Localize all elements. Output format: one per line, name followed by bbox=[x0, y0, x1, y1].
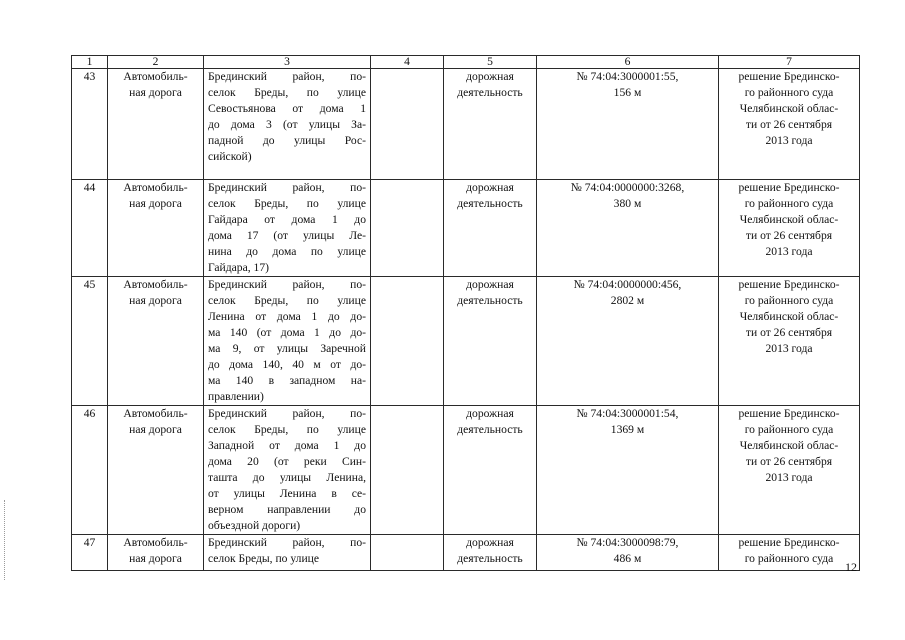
legal-basis-line: решение Брединско- bbox=[738, 70, 840, 83]
purpose-line: дорожная bbox=[466, 278, 514, 291]
object-address-line: объездной дороги) bbox=[208, 519, 301, 532]
object-address-line: ма 140 в западном на- bbox=[208, 374, 366, 387]
object-type bbox=[108, 180, 204, 277]
table-row bbox=[72, 277, 860, 406]
purpose bbox=[444, 406, 537, 535]
cadastral-number-line: 380 м bbox=[613, 197, 642, 210]
column-number-7: 7 bbox=[719, 56, 860, 69]
cadastral-number bbox=[537, 406, 719, 535]
cadastral-number-line: 156 м bbox=[613, 86, 642, 99]
column-number-5: 5 bbox=[444, 56, 537, 69]
object-address-line: Ленина от дома 1 до до- bbox=[208, 310, 366, 323]
legal-basis-line: 2013 года bbox=[765, 471, 813, 484]
legal-basis-line: Челябинской облас- bbox=[739, 310, 839, 323]
legal-basis bbox=[719, 180, 860, 277]
purpose bbox=[444, 277, 537, 406]
object-type bbox=[108, 69, 204, 180]
object-type-line: ная дорога bbox=[129, 552, 182, 565]
object-address-line: правлении) bbox=[208, 390, 264, 403]
purpose-line: дорожная bbox=[466, 407, 514, 420]
cadastral-number-line: 486 м bbox=[613, 552, 642, 565]
legal-basis-line: Челябинской облас- bbox=[739, 102, 839, 115]
object-address-line: ма 140 (от дома 1 до до- bbox=[208, 326, 366, 339]
column-number-3: 3 bbox=[204, 56, 371, 69]
legal-basis bbox=[719, 277, 860, 406]
object-address bbox=[204, 69, 371, 180]
legal-basis-line: решение Брединско- bbox=[738, 536, 840, 549]
object-type-line: Автомобиль- bbox=[123, 278, 188, 291]
row-number: 44 bbox=[72, 180, 108, 277]
legal-basis-line: ти от 26 сентября bbox=[745, 118, 833, 131]
legal-basis-line: Челябинской облас- bbox=[739, 213, 839, 226]
table-row bbox=[72, 69, 860, 180]
scan-edge-marks bbox=[4, 500, 7, 580]
object-type-line: ная дорога bbox=[129, 197, 182, 210]
row-number: 46 bbox=[72, 406, 108, 535]
cadastral-number-line: № 74:04:3000001:55, bbox=[576, 70, 679, 83]
object-address-line: Брединский район, по- bbox=[208, 536, 366, 549]
object-address-line: Брединский район, по- bbox=[208, 278, 366, 291]
legal-basis-line: ти от 26 сентября bbox=[745, 326, 833, 339]
column-number-1: 1 bbox=[72, 56, 108, 69]
legal-basis-line: го районного суда bbox=[744, 423, 834, 436]
object-type-line: ная дорога bbox=[129, 294, 182, 307]
cadastral-number bbox=[537, 277, 719, 406]
object-address-line: селок Бреды, по улице bbox=[208, 552, 320, 565]
purpose-line: дорожная bbox=[466, 536, 514, 549]
cadastral-number-line: 2802 м bbox=[610, 294, 645, 307]
object-address-line: Брединский район, по- bbox=[208, 407, 366, 420]
cadastral-number-line: № 74:04:0000000:3268, bbox=[570, 181, 685, 194]
object-address bbox=[204, 535, 371, 571]
legal-basis bbox=[719, 535, 860, 571]
legal-basis-line: решение Брединско- bbox=[738, 407, 840, 420]
column-number-row bbox=[72, 56, 860, 69]
purpose bbox=[444, 69, 537, 180]
cadastral-number bbox=[537, 535, 719, 571]
object-type-line: Автомобиль- bbox=[123, 407, 188, 420]
cadastral-number bbox=[537, 180, 719, 277]
object-address-line: до дома 140, 40 м от до- bbox=[208, 358, 366, 371]
object-address-line: Гайдара, 17) bbox=[208, 261, 270, 274]
object-address-line: Западной от дома 1 до bbox=[208, 439, 366, 452]
object-type bbox=[108, 406, 204, 535]
object-address-line: верном направлении до bbox=[208, 503, 366, 516]
cadastral-number-line: № 74:04:3000098:79, bbox=[576, 536, 679, 549]
cadastral-number-line: 1369 м bbox=[610, 423, 645, 436]
legal-basis-line: ти от 26 сентября bbox=[745, 229, 833, 242]
row-number: 47 bbox=[72, 535, 108, 571]
legal-basis-line: 2013 года bbox=[765, 134, 813, 147]
object-address bbox=[204, 277, 371, 406]
object-address-line: ма 9, от улицы Заречной bbox=[208, 342, 366, 355]
object-address-line: до дома 3 (от улицы За- bbox=[208, 118, 366, 131]
object-address-line: нина до дома по улице bbox=[208, 245, 366, 258]
legal-basis-line: го районного суда bbox=[744, 552, 834, 565]
legal-basis-line: решение Брединско- bbox=[738, 181, 840, 194]
column-4-cell bbox=[371, 535, 444, 571]
cadastral-number-line: № 74:04:0000000:456, bbox=[573, 278, 682, 291]
legal-basis-line: го районного суда bbox=[744, 294, 834, 307]
purpose-line: деятельность bbox=[457, 294, 523, 307]
table-row bbox=[72, 180, 860, 277]
legal-basis-line: Челябинской облас- bbox=[739, 439, 839, 452]
row-number: 43 bbox=[72, 69, 108, 180]
column-4-cell bbox=[371, 180, 444, 277]
cadastral-number-line: № 74:04:3000001:54, bbox=[576, 407, 679, 420]
purpose-line: деятельность bbox=[457, 86, 523, 99]
legal-basis-line: го районного суда bbox=[744, 86, 834, 99]
row-number: 45 bbox=[72, 277, 108, 406]
cadastral-number bbox=[537, 69, 719, 180]
object-address-line: Брединский район, по- bbox=[208, 70, 366, 83]
object-address-line: селок Бреды, по улице bbox=[208, 294, 366, 307]
column-4-cell bbox=[371, 406, 444, 535]
purpose-line: деятельность bbox=[457, 423, 523, 436]
page-number: 12 bbox=[845, 560, 857, 574]
object-address bbox=[204, 180, 371, 277]
object-type bbox=[108, 277, 204, 406]
legal-basis-line: 2013 года bbox=[765, 342, 813, 355]
object-address-line: селок Бреды, по улице bbox=[208, 197, 366, 210]
object-type bbox=[108, 535, 204, 571]
object-address-line: селок Бреды, по улице bbox=[208, 423, 366, 436]
object-address bbox=[204, 406, 371, 535]
column-number-6: 6 bbox=[537, 56, 719, 69]
object-type-line: Автомобиль- bbox=[123, 70, 188, 83]
legal-basis-line: 2013 года bbox=[765, 245, 813, 258]
table-row bbox=[72, 535, 860, 571]
column-number-2: 2 bbox=[108, 56, 204, 69]
object-address-line: падной до улицы Рос- bbox=[208, 134, 366, 147]
road-registry-table bbox=[71, 55, 860, 571]
legal-basis-line: ти от 26 сентября bbox=[745, 455, 833, 468]
column-number-4: 4 bbox=[371, 56, 444, 69]
purpose-line: дорожная bbox=[466, 70, 514, 83]
object-type-line: Автомобиль- bbox=[123, 181, 188, 194]
object-type-line: ная дорога bbox=[129, 86, 182, 99]
object-address-line: дома 17 (от улицы Ле- bbox=[208, 229, 366, 242]
object-type-line: Автомобиль- bbox=[123, 536, 188, 549]
legal-basis-line: го районного суда bbox=[744, 197, 834, 210]
purpose bbox=[444, 535, 537, 571]
purpose-line: деятельность bbox=[457, 197, 523, 210]
purpose bbox=[444, 180, 537, 277]
legal-basis-line: решение Брединско- bbox=[738, 278, 840, 291]
object-type-line: ная дорога bbox=[129, 423, 182, 436]
legal-basis bbox=[719, 406, 860, 535]
column-4-cell bbox=[371, 69, 444, 180]
object-address-line: Севостьянова от дома 1 bbox=[208, 102, 366, 115]
object-address-line: селок Бреды, по улице bbox=[208, 86, 366, 99]
purpose-line: дорожная bbox=[466, 181, 514, 194]
object-address-line: таштa до улицы Ленина, bbox=[208, 471, 366, 484]
legal-basis bbox=[719, 69, 860, 180]
object-address-line: Гайдара от дома 1 до bbox=[208, 213, 366, 226]
table-row bbox=[72, 406, 860, 535]
purpose-line: деятельность bbox=[457, 552, 523, 565]
column-4-cell bbox=[371, 277, 444, 406]
object-address-line: дома 20 (от реки Син- bbox=[208, 455, 366, 468]
object-address-line: сийской) bbox=[208, 150, 252, 163]
object-address-line: Брединский район, по- bbox=[208, 181, 366, 194]
object-address-line: от улицы Ленина в се- bbox=[208, 487, 366, 500]
